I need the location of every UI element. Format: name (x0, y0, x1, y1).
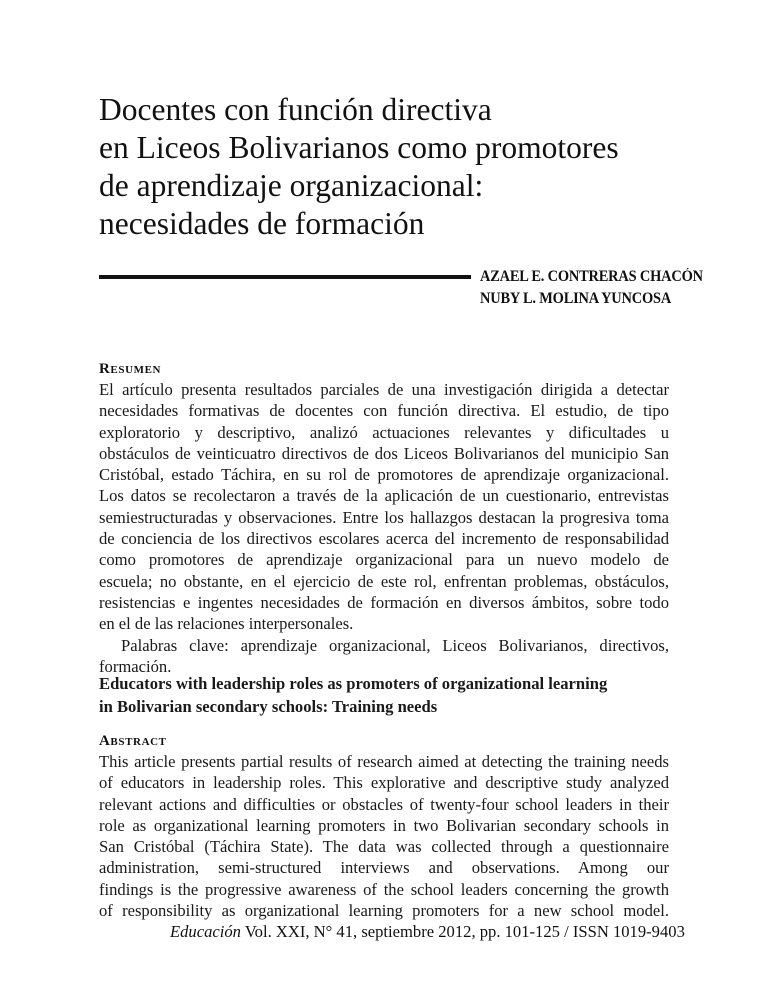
body-line: resistencias e ingentes necesidades de formación en diversos ámbitos, sobre todo (99, 592, 669, 612)
english-title (99, 673, 669, 718)
journal-name: Educación (170, 922, 241, 941)
abstract-body (99, 751, 669, 921)
resumen-heading: Resumen (99, 361, 162, 377)
body-line: San Cristóbal (Táchira State). The data was collected through a questionnaire (99, 837, 669, 857)
title-divider-rule (99, 275, 471, 279)
body-line: relevant actions and difficulties or obstacles of twenty-four school leaders in their (99, 794, 669, 814)
citation-details: Vol. XXI, N° 41, septiembre 2012, pp. 101-125 / ISSN 1019-9403 (240, 922, 685, 941)
body-line: Cristóbal, estado Táchira, en su rol de promotores de aprendizaje organizacional. (99, 465, 669, 485)
body-line: obstáculos de veinticuatro directivos de dos Liceos Bolivarianos del municipio San (99, 443, 669, 463)
author-list (480, 266, 703, 310)
english-title-line: Educators with leadership roles as promoters of organizational learning (99, 674, 608, 693)
body-line: administration, semi-structured interviews and observations. Among our (99, 858, 669, 878)
body-line: Los datos se recolectaron a través de la aplicación de un cuestionario, entrevistas (99, 486, 669, 506)
body-line: escuela; no obstante, en el ejercicio de este rol, enfrentan problemas, obstáculos, (99, 571, 669, 591)
title-line: de aprendizaje organizacional: (99, 168, 484, 203)
citation-footer (170, 921, 685, 943)
body-line: de conciencia de los directivos escolares acerca del incremento de responsabilidad (99, 529, 669, 549)
keywords-line: Palabras clave: aprendizaje organizacional, Liceos Bolivarianos, directivos, (121, 635, 669, 655)
body-line: This article presents partial results of research aimed at detecting the training needs (99, 752, 669, 771)
body-line: of responsibility as organizational learning promoters for a new school model. (99, 901, 669, 921)
english-title-line: in Bolivarian secondary schools: Training needs (99, 696, 438, 716)
body-line: semiestructuradas y observaciones. Entre los hallazgos destacan la progresiva toma (99, 507, 669, 527)
author-name: AZAEL E. CONTRERAS CHACÓN (480, 268, 703, 285)
resumen-section (99, 359, 669, 677)
body-line: necesidades formativas de docentes con función directiva. El estudio, de tipo (99, 401, 669, 421)
title-line: Docentes con función directiva (99, 92, 492, 127)
body-line: como promotores de aprendizaje organizacional para un nuevo modelo de (99, 550, 669, 570)
body-line: El artículo presenta resultados parciales de una investigación dirigida a detectar (99, 380, 669, 399)
keywords-line: formación. (99, 656, 172, 676)
article-title (99, 91, 719, 243)
title-line: necesidades de formación (99, 206, 425, 241)
body-line: findings is the progressive awareness of the school leaders concerning the growth (99, 879, 669, 899)
resumen-body (99, 379, 669, 635)
body-line: exploratorio y descriptivo, analizó actuaciones relevantes y dificultades u (99, 422, 669, 442)
body-line: of educators in leadership roles. This explorative and descriptive study analyzed (99, 773, 669, 793)
body-line: role as organizational learning promoters in two Bolivarian secondary schools in (99, 815, 669, 835)
body-line: en el de las relaciones interpersonales. (99, 614, 354, 634)
author-name: NUBY L. MOLINA YUNCOSA (480, 290, 672, 307)
title-line: en Liceos Bolivarianos como promotores (99, 130, 619, 165)
abstract-section (99, 731, 669, 921)
abstract-heading: Abstract (99, 733, 167, 749)
keywords (99, 635, 669, 678)
